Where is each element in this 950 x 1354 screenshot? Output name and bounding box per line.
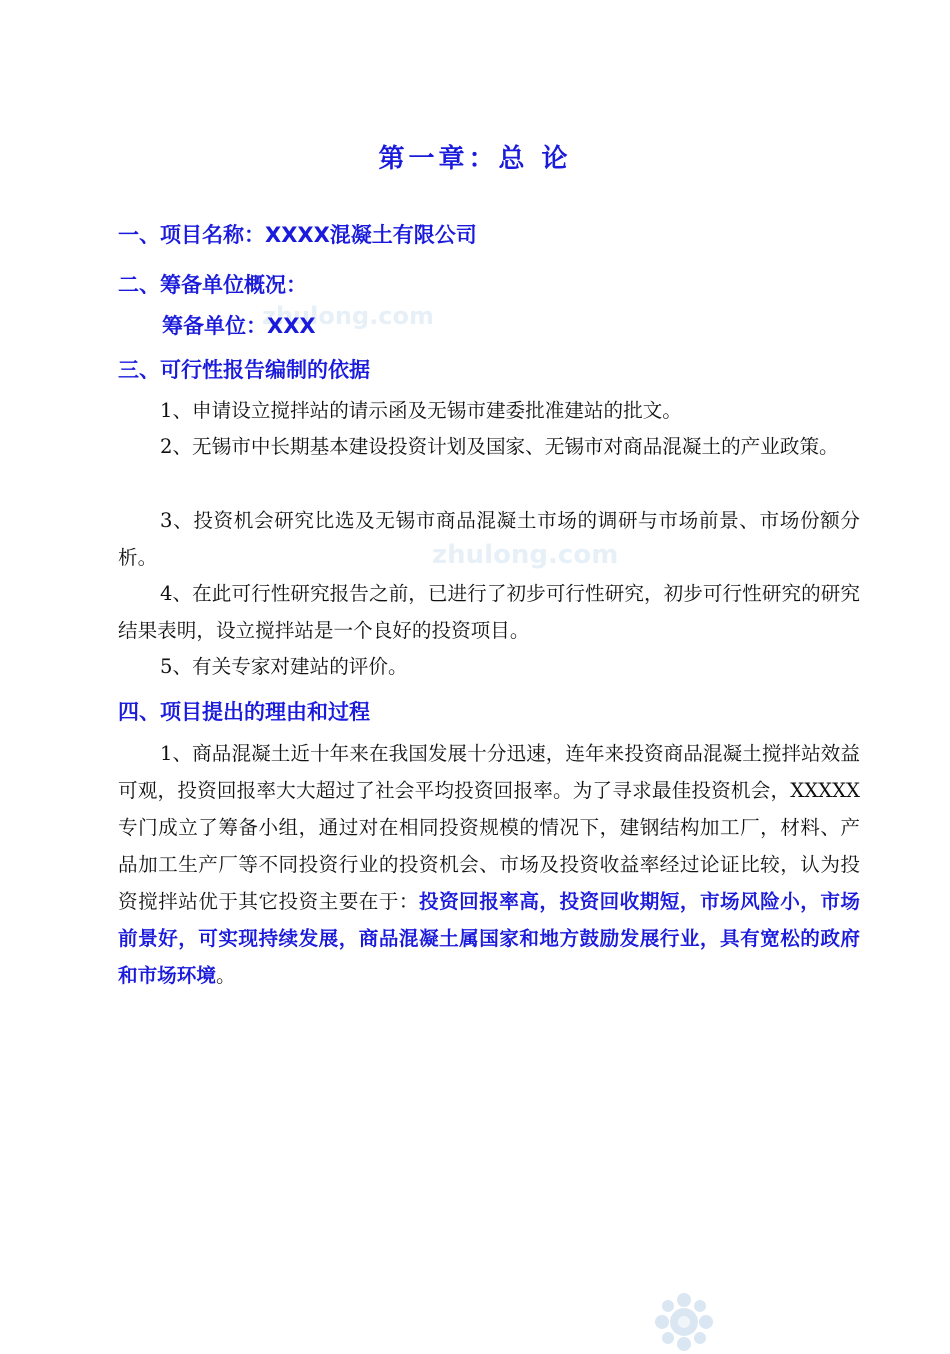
section-1-heading: 一、项目名称：XXXX混凝土有限公司 xyxy=(118,223,477,247)
section-3-heading: 三、可行性报告编制的依据 xyxy=(118,358,370,382)
paragraph-emphasis-text: 投资回报率高，投资回收期短，市场风险小，市场前景好，可实现持续发展，商品混凝土属国家和地方鼓励发展行业，具有宽松的政府和市场环境 xyxy=(118,890,861,987)
paragraph-end-punctuation: 。 xyxy=(215,964,236,987)
watermark-logo-icon xyxy=(652,1290,716,1354)
paragraph-plain-text: 1、商品混凝土近十年来在我国发展十分迅速，连年来投资商品混凝土搅拌站效益可观，投资回报率大大超过了社会平均投资回报率。为了寻求最佳投资机会，XXXXX专门成立了筹备小组，通过对在相同投资规模的情况下，建钢结构加工厂，材料、产品加工生产厂等不同投资行业的投资机会、市场及投资收益率经过论证比较，认为投资搅拌站优于其它投资主要在于： xyxy=(118,742,860,913)
list-item: 2、无锡市中长期基本建设投资计划及国家、无锡市对商品混凝土的产业政策。 xyxy=(160,435,839,458)
list-item: 3、投资机会研究比选及无锡市商品混凝土市场的调研与市场前景、市场份额分析。 xyxy=(118,509,860,569)
section-2-heading: 二、筹备单位概况： xyxy=(118,273,307,297)
watermark-text-top: zhulong.com xyxy=(262,302,434,330)
list-item: 1、申请设立搅拌站的请示函及无锡市建委批准建站的批文。 xyxy=(160,399,682,422)
list-item: 4、在此可行性研究报告之前，已进行了初步可行性研究，初步可行性研究的研究结果表明，设立搅拌站是一个良好的投资项目。 xyxy=(118,582,860,642)
watermark-text-middle: zhulong.com xyxy=(432,540,619,570)
chapter-title: 第一章：总 论 xyxy=(378,144,572,174)
list-item: 5、有关专家对建站的评价。 xyxy=(160,655,408,678)
section-4-heading: 四、项目提出的理由和过程 xyxy=(118,700,370,724)
section-4-paragraph xyxy=(118,735,860,994)
section-2-subheading: 筹备单位：XXX xyxy=(162,314,316,338)
